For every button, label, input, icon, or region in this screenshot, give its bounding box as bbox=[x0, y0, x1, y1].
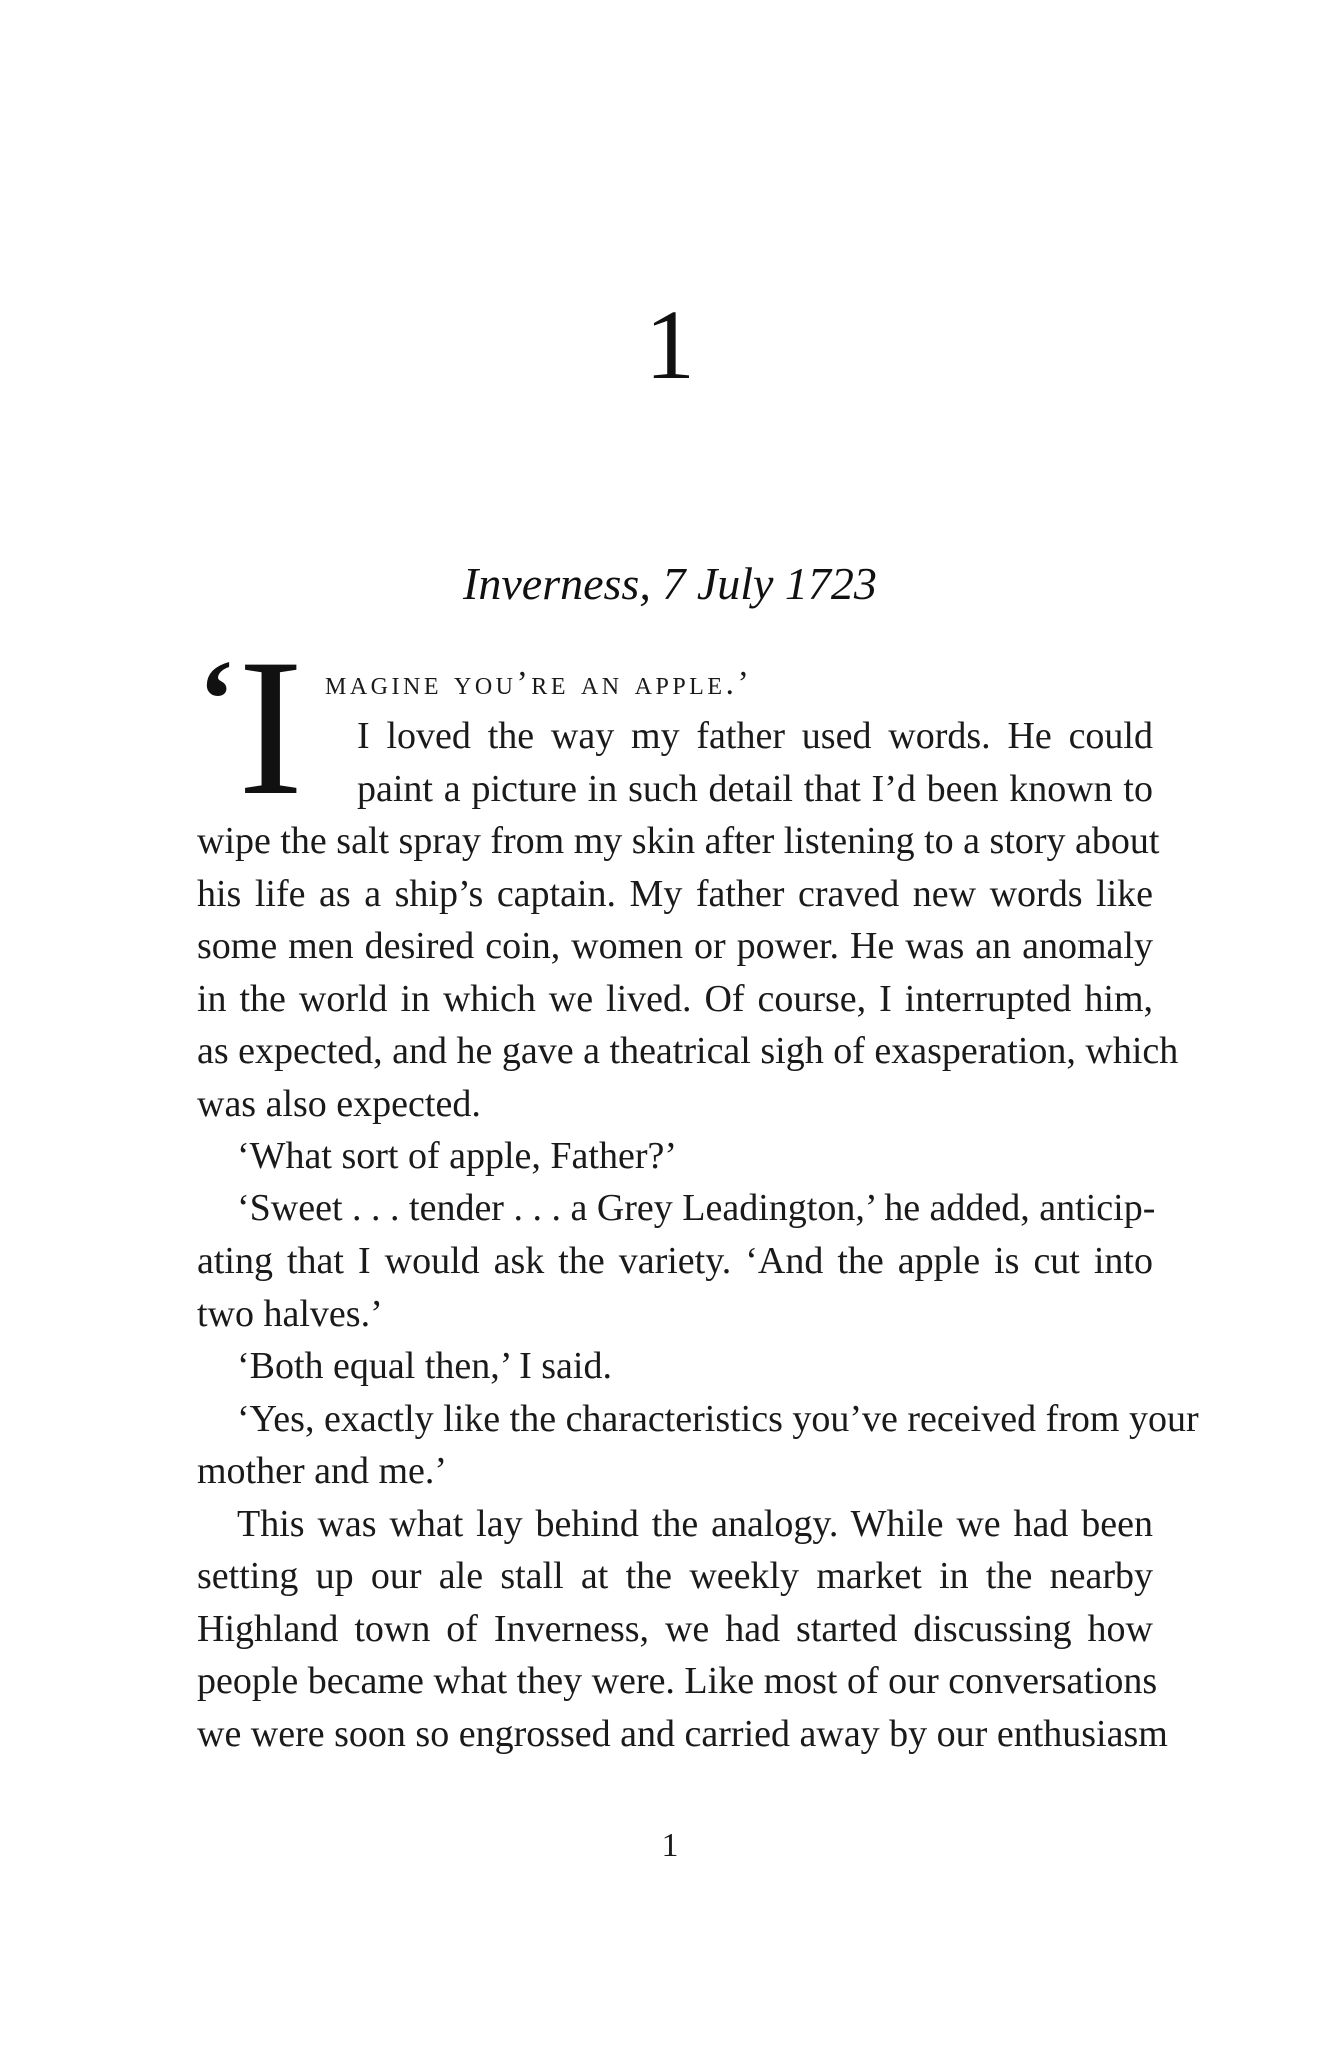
text-line: mother and me.’ bbox=[197, 1450, 448, 1492]
text-line: ating that I would ask the variety. ‘And the apple is cut into bbox=[197, 1240, 1153, 1282]
text-line: ‘What sort of apple, Father?’ bbox=[237, 1135, 677, 1177]
text-line: ‘Yes, exactly like the characteristics you’ve received from your bbox=[237, 1398, 1199, 1440]
text-line: setting up our ale stall at the weekly market in the nearby bbox=[197, 1555, 1153, 1597]
text-line: two halves.’ bbox=[197, 1293, 383, 1335]
text-line: in the world in which we lived. Of course, I interrupted him, bbox=[197, 978, 1153, 1020]
text-line: ‘Both equal then,’ I said. bbox=[237, 1345, 612, 1387]
text-line: people became what they were. Like most of our conversations bbox=[197, 1660, 1158, 1702]
text-line: wipe the salt spray from my skin after listening to a story about bbox=[197, 820, 1160, 862]
text-line: I loved the way my father used words. He could bbox=[357, 715, 1153, 757]
drop-cap: I bbox=[238, 619, 304, 836]
text-line: his life as a ship’s captain. My father craved new words like bbox=[197, 873, 1153, 915]
text-line: as expected, and he gave a theatrical sigh of exasperation, which bbox=[197, 1030, 1179, 1072]
text-line: This was what lay behind the analogy. While we had been bbox=[237, 1503, 1153, 1545]
text-line: ‘Sweet . . . tender . . . a Grey Leadington,’ he added, anticip- bbox=[237, 1187, 1156, 1229]
text-line: Highland town of Inverness, we had started discussing how bbox=[197, 1608, 1153, 1650]
text-line: was also expected. bbox=[197, 1083, 481, 1125]
chapter-number: 1 bbox=[645, 289, 695, 400]
text-line: we were soon so engrossed and carried away by our enthusiasm bbox=[197, 1713, 1168, 1755]
opening-quote-mark: ‘ bbox=[198, 638, 236, 762]
chapter-subtitle: Inverness, 7 July 1723 bbox=[463, 558, 877, 609]
opening-small-caps: magine you’re an apple.’ bbox=[325, 665, 753, 702]
page-number: 1 bbox=[661, 1827, 679, 1864]
text-line: some men desired coin, women or power. He was an anomaly bbox=[197, 925, 1153, 967]
text-line: paint a picture in such detail that I’d been known to bbox=[357, 768, 1153, 810]
